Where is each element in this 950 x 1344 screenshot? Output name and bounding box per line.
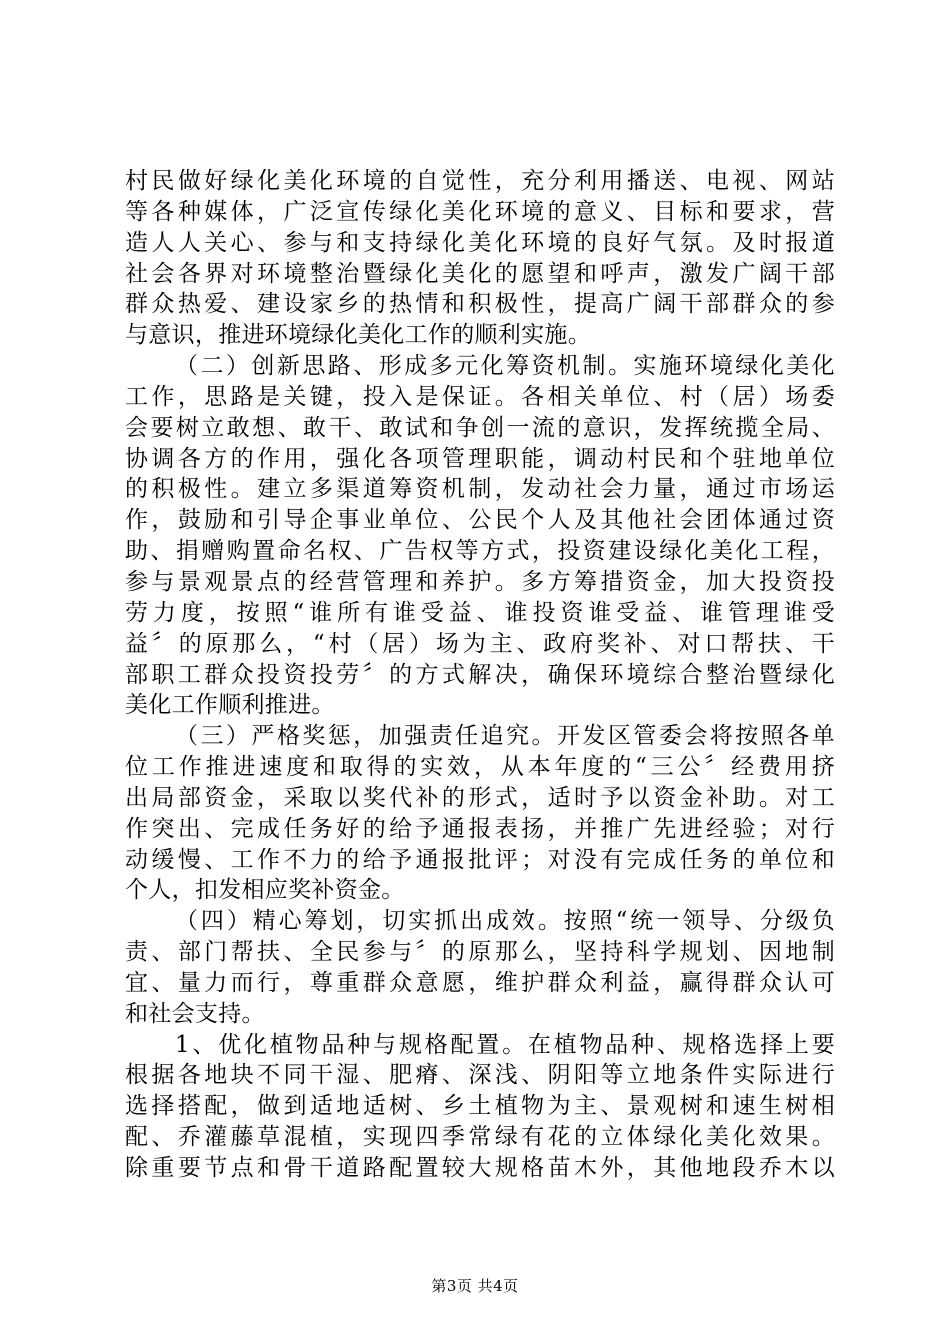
text-line: 宜、量力而行，尊重群众意愿，维护群众利益，赢得群众认可 — [125, 969, 835, 996]
text-line: 劳力度，按照“谁所有谁受益、谁投资谁受益、谁管理谁受 — [125, 599, 835, 626]
text-line: 和社会支持。 — [125, 1000, 265, 1027]
text-line: 作突出、完成任务好的给予通报表扬，并推广先进经验；对行 — [125, 815, 835, 842]
text-line: 配、乔灌藤草混植，实现四季常绿有花的立体绿化美化效果。 — [125, 1124, 835, 1151]
text-line: 的积极性。建立多渠道筹资机制，发动社会力量，通过市场运 — [125, 476, 835, 503]
page-footer: 第3页 共4页 — [431, 1277, 519, 1295]
text-line: 出局部资金，采取以奖代补的形式，适时予以资金补助。对工 — [125, 784, 835, 811]
text-line: （二）创新思路、形成多元化筹资机制。实施环境绿化美化 — [175, 353, 835, 380]
text-line: 与意识，推进环境绿化美化工作的顺利实施。 — [125, 322, 591, 349]
text-line: 美化工作顺利推进。 — [125, 692, 335, 719]
text-line: 村民做好绿化美化环境的自觉性，充分利用播送、电视、网站 — [125, 168, 835, 194]
text-line: 位工作推进速度和取得的实效，从本年度的“三公〞经费用挤 — [125, 754, 835, 781]
text-line: （四）精心筹划，切实抓出成效。按照“统一领导、分级负 — [175, 908, 835, 935]
text-line: 群众热爱、建设家乡的热情和积极性，提高广阔干部群众的参 — [125, 291, 835, 318]
text-line: 工作，思路是关键，投入是保证。各相关单位、村（居）场委 — [125, 383, 835, 410]
text-line: 部职工群众投资投劳〞的方式解决，确保环境综合整治暨绿化 — [125, 661, 835, 688]
body-text — [125, 166, 835, 1184]
text-line: 社会各界对环境整治暨绿化美化的愿望和呼声，激发广阔干部 — [125, 260, 835, 287]
text-line: 助、捐赠购置命名权、广告权等方式，投资建设绿化美化工程， — [125, 538, 835, 565]
text-line: 等各种媒体，广泛宣传绿化美化环境的意义、目标和要求，营 — [125, 198, 835, 225]
text-line: 益〞的原那么，“村（居）场为主、政府奖补、对口帮扶、干 — [125, 630, 835, 657]
text-line: 1、优化植物品种与规格配置。在植物品种、规格选择上要 — [175, 1031, 835, 1058]
text-line: 个人，扣发相应奖补资金。 — [125, 877, 405, 904]
text-line: 会要树立敢想、敢干、敢试和争创一流的意识，发挥统揽全局、 — [125, 414, 835, 441]
text-line: 责、部门帮扶、全民参与〞的原那么，坚持科学规划、因地制 — [125, 939, 835, 966]
text-line: 协调各方的作用，强化各项管理职能，调动村民和个驻地单位 — [125, 445, 835, 472]
text-line: 作，鼓励和引导企事业单位、公民个人及其他社会团体通过资 — [125, 507, 835, 534]
text-line: 造人人关心、参与和支持绿化美化环境的良好气氛。及时报道 — [125, 229, 835, 256]
text-line: 根据各地块不同干湿、肥瘠、深浅、阴阳等立地条件实际进行 — [125, 1062, 835, 1089]
text-line: 除重要节点和骨干道路配置较大规格苗木外，其他地段乔木以 — [125, 1155, 835, 1181]
text-line: 动缓慢、工作不力的给予通报批评；对没有完成任务的单位和 — [125, 846, 835, 873]
text-line: 参与景观景点的经营管理和养护。多方筹措资金，加大投资投 — [125, 568, 835, 595]
text-line: 选择搭配，做到适地适树、乡土植物为主、景观树和速生树相 — [125, 1093, 835, 1120]
text-line: （三）严格奖惩，加强责任追究。开发区管委会将按照各单 — [175, 723, 835, 750]
